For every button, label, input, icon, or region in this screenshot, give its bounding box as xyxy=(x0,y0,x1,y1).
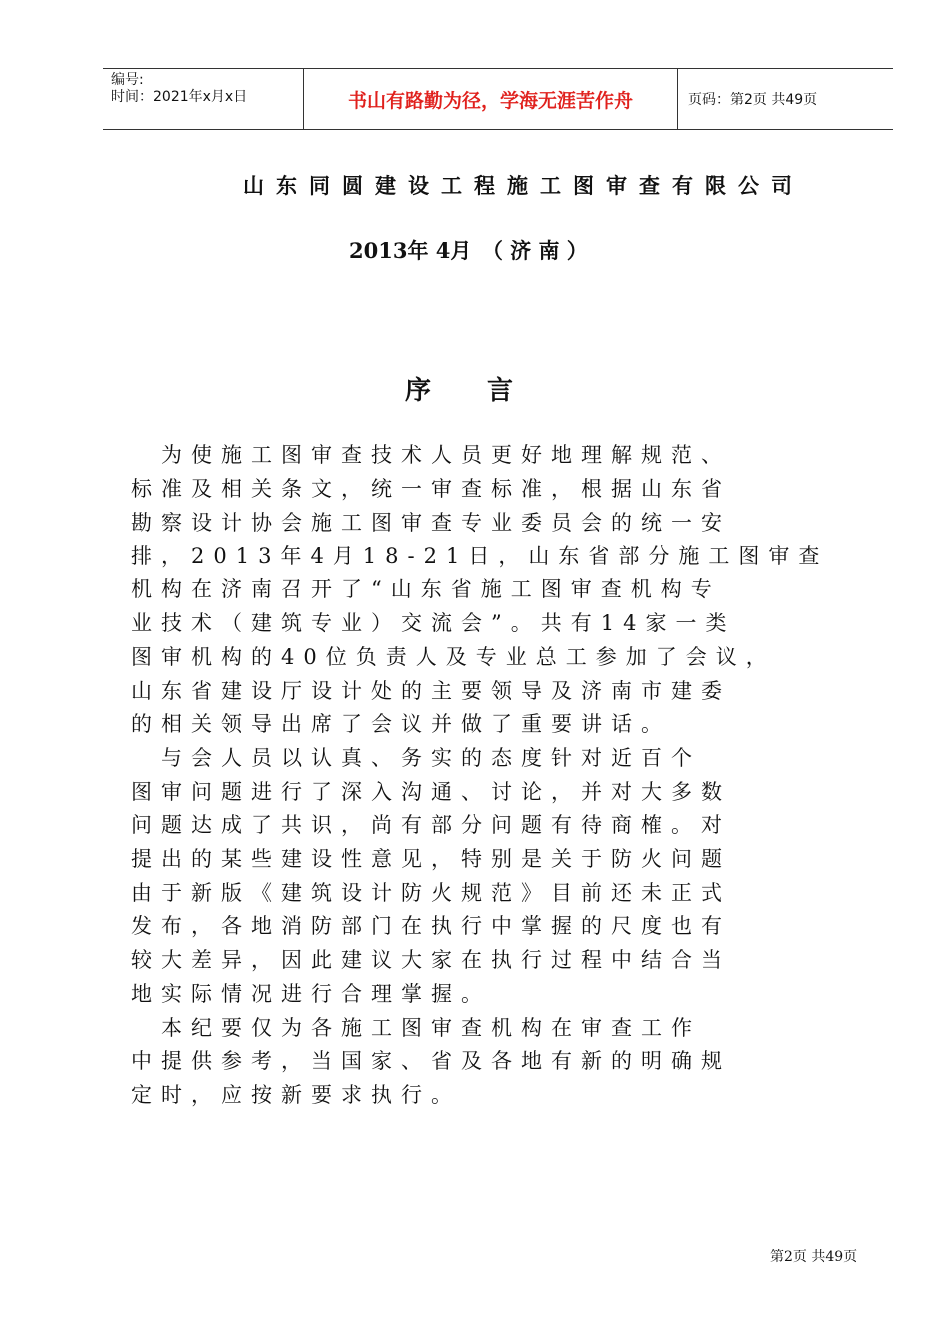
body-line: 为使施工图审查技术人员更好地理解规范、 xyxy=(131,443,731,467)
page-footer: 第2页 共49页 xyxy=(770,1249,858,1265)
body-line: 机构在济南召开了“山东省施工图审查机构专 xyxy=(131,577,721,601)
body-line: 中提供参考，当国家、省及各地有新的明确规 xyxy=(131,1049,731,1073)
body-line: 勘察设计协会施工图审查专业委员会的统一安 xyxy=(131,511,731,535)
date-location: 2013年 4月 （ 济 南 ） xyxy=(349,238,588,263)
body-line: 标准及相关条文，统一审查标准，根据山东省 xyxy=(131,477,731,501)
body-line: 本纪要仅为各施工图审查机构在审查工作 xyxy=(131,1016,701,1040)
body-line: 的相关领导出席了会议并做了重要讲话。 xyxy=(131,712,671,736)
body-line: 发布，各地消防部门在执行中掌握的尺度也有 xyxy=(131,914,731,938)
header-motto: 书山有路勤为径，学海无涯苦作舟 xyxy=(304,69,678,129)
body-line: 排，2013年4月18-21日，山东省部分施工图审查 xyxy=(131,544,829,568)
body-line: 定时，应按新要求执行。 xyxy=(131,1083,461,1107)
company-name: 山东同圆建设工程施工图审查有限公司 xyxy=(243,173,804,198)
body-line: 图审问题进行了深入沟通、讨论，并对大多数 xyxy=(131,780,731,804)
body-line: 图审机构的40位负责人及专业总工参加了会议， xyxy=(131,645,776,669)
page-header xyxy=(103,68,893,130)
header-meta xyxy=(103,69,304,129)
body-line: 问题达成了共识，尚有部分问题有待商榷。对 xyxy=(131,813,731,837)
body-line: 山东省建设厅设计处的主要领导及济南市建委 xyxy=(131,679,731,703)
page-title: 序言 xyxy=(405,376,570,406)
time-label: 时间：2021年x月x日 xyxy=(111,89,248,105)
header-page-info: 页码：第2页 共49页 xyxy=(688,92,818,108)
body-line: 较大差异，因此建议大家在执行过程中结合当 xyxy=(131,948,731,972)
body-line: 地实际情况进行合理掌握。 xyxy=(131,982,491,1006)
body-line: 由于新版《建筑设计防火规范》目前还未正式 xyxy=(131,881,731,905)
body-line: 业技术（建筑专业）交流会”。共有14家一类 xyxy=(131,611,736,635)
body-line: 与会人员以认真、务实的态度针对近百个 xyxy=(131,746,701,770)
body-line: 提出的某些建设性意见，特别是关于防火问题 xyxy=(131,847,731,871)
code-label: 编号: xyxy=(111,72,144,88)
